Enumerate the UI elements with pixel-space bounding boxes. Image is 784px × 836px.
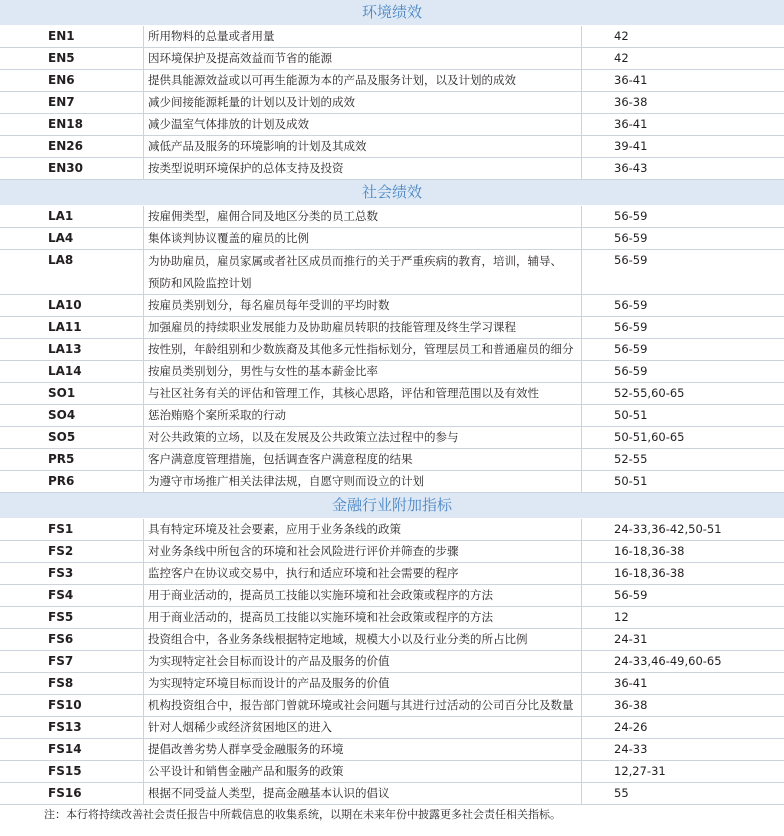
indicator-description: 按雇员类别划分，男性与女性的基本薪金比率 bbox=[144, 361, 582, 382]
table-row bbox=[0, 339, 784, 361]
page-reference: 12,27-31 bbox=[614, 764, 666, 778]
table-row bbox=[0, 26, 784, 48]
table-row bbox=[0, 607, 784, 629]
table-row bbox=[0, 651, 784, 673]
indicator-code: FS1 bbox=[0, 519, 144, 540]
page-reference: 56-59 bbox=[614, 320, 648, 334]
table-row bbox=[0, 629, 784, 651]
indicator-description: 用于商业活动的，提高员工技能以实施环境和社会政策或程序的方法 bbox=[144, 607, 582, 628]
indicator-description: 为协助雇员，雇员家属或者社区成员而推行的关于严重疾病的教育，培训，辅导、 预防和风险监控计划 bbox=[144, 250, 582, 294]
page-reference: 42 bbox=[614, 29, 629, 43]
indicator-code: LA10 bbox=[0, 295, 144, 316]
indicator-description: 对公共政策的立场，以及在发展及公共政策立法过程中的参与 bbox=[144, 427, 582, 448]
indicator-code: FS3 bbox=[0, 563, 144, 584]
indicator-code: EN7 bbox=[0, 92, 144, 113]
table-row bbox=[0, 228, 784, 250]
page-reference: 56-59 bbox=[614, 364, 648, 378]
indicator-description: 按性别，年龄组别和少数族裔及其他多元性指标划分，管理层员工和普通雇员的细分 bbox=[144, 339, 582, 360]
page-reference: 56-59 bbox=[614, 231, 648, 245]
page-reference: 52-55,60-65 bbox=[614, 386, 685, 400]
page-reference: 36-38 bbox=[614, 95, 648, 109]
indicator-description: 为实现特定环境目标而设计的产品及服务的价值 bbox=[144, 673, 582, 694]
table-row bbox=[0, 295, 784, 317]
page-reference: 56-59 bbox=[614, 253, 648, 267]
indicator-description: 提供具能源效益或以可再生能源为本的产品及服务计划，以及计划的成效 bbox=[144, 70, 582, 91]
indicator-description: 所用物料的总量或者用量 bbox=[144, 26, 582, 47]
indicator-description: 减少温室气体排放的计划及成效 bbox=[144, 114, 582, 135]
indicator-description: 提倡改善劣势人群享受金融服务的环境 bbox=[144, 739, 582, 760]
page-reference: 56-59 bbox=[614, 342, 648, 356]
page-reference: 42 bbox=[614, 51, 629, 65]
page-reference: 24-31 bbox=[614, 632, 648, 646]
page-reference: 56-59 bbox=[614, 209, 648, 223]
page-reference: 36-38 bbox=[614, 698, 648, 712]
indicator-code: EN5 bbox=[0, 48, 144, 69]
indicator-code: SO5 bbox=[0, 427, 144, 448]
section-title: 环境绩效 bbox=[0, 0, 784, 26]
page-reference: 55 bbox=[614, 786, 629, 800]
indicator-code: FS10 bbox=[0, 695, 144, 716]
table-row bbox=[0, 383, 784, 405]
indicator-description: 按类型说明环境保护的总体支持及投资 bbox=[144, 158, 582, 179]
table-row bbox=[0, 427, 784, 449]
table-row bbox=[0, 761, 784, 783]
indicator-description: 针对人烟稀少或经济贫困地区的进入 bbox=[144, 717, 582, 738]
indicator-code: SO1 bbox=[0, 383, 144, 404]
indicator-code: EN26 bbox=[0, 136, 144, 157]
table-row bbox=[0, 405, 784, 427]
indicator-description: 惩治贿赂个案所采取的行动 bbox=[144, 405, 582, 426]
indicator-description: 用于商业活动的，提高员工技能以实施环境和社会政策或程序的方法 bbox=[144, 585, 582, 606]
table-row bbox=[0, 739, 784, 761]
indicator-description: 因环境保护及提高效益而节省的能源 bbox=[144, 48, 582, 69]
page-reference: 16-18,36-38 bbox=[614, 544, 685, 558]
table-row bbox=[0, 92, 784, 114]
page-reference: 24-33,46-49,60-65 bbox=[614, 654, 722, 668]
page-reference: 24-26 bbox=[614, 720, 648, 734]
page-reference: 39-41 bbox=[614, 139, 648, 153]
table-row bbox=[0, 541, 784, 563]
page-reference: 24-33,36-42,50-51 bbox=[614, 522, 722, 536]
indicator-description: 集体谈判协议覆盖的雇员的比例 bbox=[144, 228, 582, 249]
indicator-code: EN30 bbox=[0, 158, 144, 179]
indicator-code: FS8 bbox=[0, 673, 144, 694]
section-title: 金融行业附加指标 bbox=[0, 493, 784, 519]
indicator-code: FS6 bbox=[0, 629, 144, 650]
table-row bbox=[0, 673, 784, 695]
table-row bbox=[0, 317, 784, 339]
page-reference: 56-59 bbox=[614, 588, 648, 602]
section-title: 社会绩效 bbox=[0, 180, 784, 206]
indicator-description: 与社区社务有关的评估和管理工作，其核心思路，评估和管理范围以及有效性 bbox=[144, 383, 582, 404]
indicator-description: 按雇佣类型，雇佣合同及地区分类的员工总数 bbox=[144, 206, 582, 227]
indicator-code: PR5 bbox=[0, 449, 144, 470]
table-row bbox=[0, 136, 784, 158]
indicator-code: PR6 bbox=[0, 471, 144, 492]
table-row bbox=[0, 717, 784, 739]
indicator-description: 具有特定环境及社会要素，应用于业务条线的政策 bbox=[144, 519, 582, 540]
indicator-code: LA8 bbox=[0, 250, 144, 294]
indicator-code: LA13 bbox=[0, 339, 144, 360]
indicator-description: 对业务条线中所包含的环境和社会风险进行评价并筛查的步骤 bbox=[144, 541, 582, 562]
indicator-description: 机构投资组合中，报告部门曾就环境或社会问题与其进行过活动的公司百分比及数量 bbox=[144, 695, 582, 716]
footnote: 注：本行将持续改善社会责任报告中所载信息的收集系统，以期在未来年份中披露更多社会责任相关指标。 bbox=[44, 808, 561, 821]
indicator-code: LA14 bbox=[0, 361, 144, 382]
page-reference: 36-43 bbox=[614, 161, 648, 175]
indicator-code: FS14 bbox=[0, 739, 144, 760]
indicator-code: EN1 bbox=[0, 26, 144, 47]
page-reference: 50-51,60-65 bbox=[614, 430, 685, 444]
table-row bbox=[0, 48, 784, 70]
page-reference: 36-41 bbox=[614, 117, 648, 131]
indicator-code: SO4 bbox=[0, 405, 144, 426]
indicator-description: 为遵守市场推广相关法律法规，自愿守则而设立的计划 bbox=[144, 471, 582, 492]
table-row bbox=[0, 70, 784, 92]
table-row bbox=[0, 585, 784, 607]
table-row bbox=[0, 361, 784, 383]
table-row bbox=[0, 519, 784, 541]
indicator-description: 投资组合中，各业务条线根据特定地域，规模大小以及行业分类的所占比例 bbox=[144, 629, 582, 650]
indicator-code: EN6 bbox=[0, 70, 144, 91]
indicator-code: LA1 bbox=[0, 206, 144, 227]
page-reference: 36-41 bbox=[614, 676, 648, 690]
page-reference: 52-55 bbox=[614, 452, 648, 466]
table-row bbox=[0, 158, 784, 180]
indicator-code: EN18 bbox=[0, 114, 144, 135]
page-reference: 16-18,36-38 bbox=[614, 566, 685, 580]
indicator-code: LA11 bbox=[0, 317, 144, 338]
indicator-code: FS16 bbox=[0, 783, 144, 804]
page-reference: 24-33 bbox=[614, 742, 648, 756]
indicator-code: FS13 bbox=[0, 717, 144, 738]
table-row bbox=[0, 206, 784, 228]
indicator-description: 按雇员类别划分，每名雇员每年受训的平均时数 bbox=[144, 295, 582, 316]
indicator-code: FS7 bbox=[0, 651, 144, 672]
indicator-description: 客户满意度管理措施，包括调查客户满意程度的结果 bbox=[144, 449, 582, 470]
indicator-description: 减少间接能源耗量的计划以及计划的成效 bbox=[144, 92, 582, 113]
table-row bbox=[0, 449, 784, 471]
page-reference: 50-51 bbox=[614, 408, 648, 422]
indicator-code: LA4 bbox=[0, 228, 144, 249]
page-reference: 56-59 bbox=[614, 298, 648, 312]
indicator-description: 公平设计和销售金融产品和服务的政策 bbox=[144, 761, 582, 782]
indicator-description: 加强雇员的持续职业发展能力及协助雇员转职的技能管理及终生学习课程 bbox=[144, 317, 582, 338]
table-row bbox=[0, 250, 784, 295]
indicator-description: 为实现特定社会目标而设计的产品及服务的价值 bbox=[144, 651, 582, 672]
indicator-code: FS5 bbox=[0, 607, 144, 628]
indicator-description: 根据不同受益人类型，提高金融基本认识的倡议 bbox=[144, 783, 582, 804]
table-row bbox=[0, 783, 784, 805]
indicator-code: FS15 bbox=[0, 761, 144, 782]
indicator-description: 减低产品及服务的环境影响的计划及其成效 bbox=[144, 136, 582, 157]
indicator-description: 监控客户在协议或交易中，执行和适应环境和社会需要的程序 bbox=[144, 563, 582, 584]
table-row bbox=[0, 563, 784, 585]
table-row bbox=[0, 471, 784, 493]
page-reference: 36-41 bbox=[614, 73, 648, 87]
indicator-code: FS2 bbox=[0, 541, 144, 562]
page-reference: 50-51 bbox=[614, 474, 648, 488]
table-row bbox=[0, 114, 784, 136]
page-reference: 12 bbox=[614, 610, 629, 624]
indicator-code: FS4 bbox=[0, 585, 144, 606]
table-row bbox=[0, 695, 784, 717]
